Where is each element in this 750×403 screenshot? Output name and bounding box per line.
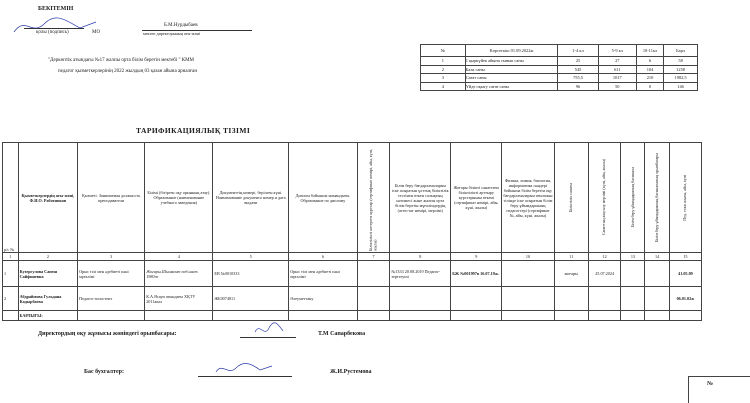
accountant-name: Ж.И.Рустемова	[330, 369, 372, 375]
cell-education: Жоғары.Шымкент пед.инст. 1980ж	[145, 261, 213, 287]
cell-position: Орыс тілі мен әдебиеті пәні мұғалімі	[78, 261, 145, 287]
header-cell: Білім беру бағдарламаларын іске асыратын ұлттық біліктілік тестінен өткен салықтың нәтижесі және жалпы орта білім беретін мұғалімдердің (аттестат нөмірі, мерзімі)	[390, 143, 451, 253]
stats-cell: 6	[636, 57, 663, 66]
stats-cell: 58	[664, 57, 698, 66]
cell-experience: 06.01.02ж	[669, 287, 701, 311]
header-cell-vertical	[588, 143, 621, 253]
column-number: 14	[645, 253, 670, 261]
cell-test: №1333 20.08.2019 Педагог-зерттеуші	[390, 261, 451, 287]
stats-cell: Сағат саны	[465, 74, 558, 83]
director-name: Б.М.Нурдыбаев	[164, 23, 198, 28]
header-cell: р/с №	[3, 143, 19, 253]
header-cell: Біліктілік санаты	[567, 182, 573, 213]
total-label: БАРЛЫҒЫ:	[18, 311, 77, 321]
stats-cell: 3	[421, 74, 466, 83]
total-cell-empty	[357, 311, 390, 321]
column-number: 11	[554, 253, 588, 261]
cell-english	[502, 287, 554, 311]
stats-cell: Бала саны	[465, 65, 558, 74]
column-number: 9	[451, 253, 502, 261]
cell-category: жоғары	[554, 261, 588, 287]
deputy-name: Т.М Сапарбекова	[318, 331, 366, 337]
cell-document: ЕВ №0010333	[213, 261, 289, 287]
column-number: 6	[289, 253, 357, 261]
column-number: 13	[621, 253, 645, 261]
stats-cell: 146	[664, 82, 698, 91]
total-cell-empty	[588, 311, 621, 321]
approval-heading: БЕКІТЕМІН	[38, 6, 74, 12]
stats-header: Көрсеткіш 01.09.2022ж	[465, 45, 558, 57]
column-number: 5	[213, 253, 289, 261]
header-cell: Білім беру ұйымдарының басшысы	[629, 167, 635, 228]
stats-table	[420, 44, 698, 91]
header-cell: Қызметкерлердің аты-жөні, Ф.И.О. Работников	[18, 143, 77, 253]
cell-index: 2	[3, 287, 19, 311]
cell-deputy	[645, 261, 670, 287]
header-cell: Пед. стаж жылы, айы, күні	[682, 174, 688, 221]
cell-diploma: Орыс тілі мен әдебиеті пәні мұғалімі	[289, 261, 357, 287]
header-cell: Жоғары білікті санаттағы біліктілікті арттыру курстарынан өткені (сертификат нөмірі, айы, күні, жылы)	[451, 143, 502, 253]
document-title: ТАРИФИКАЦИЯЛЫҚ ТІЗІМІ	[136, 126, 251, 135]
deputy-role: Директордың оқу жұмысы жөніндегі орынбасары:	[38, 331, 177, 337]
stats-header: 10-11кл	[636, 45, 663, 57]
header-cell: Санаттың аяқталу мерзімі (күні, айы, жылы)	[601, 159, 607, 236]
column-number: 12	[588, 253, 621, 261]
stats-cell: 27	[598, 57, 636, 66]
total-cell-empty	[554, 311, 588, 321]
stats-row	[421, 82, 698, 91]
cell-head	[621, 287, 645, 311]
total-cell-empty	[621, 311, 645, 321]
stats-header: №	[421, 45, 466, 57]
table-header-row	[3, 143, 702, 253]
total-cell-empty	[145, 311, 213, 321]
stats-cell: 210	[636, 74, 663, 83]
cell-experience: 41.05.09	[669, 261, 701, 287]
column-number: 3	[78, 253, 145, 261]
stats-cell: 1	[421, 57, 466, 66]
stats-header: 5-9 кл	[598, 45, 636, 57]
header-cell-vertical	[357, 143, 390, 253]
cell-certificate	[451, 287, 502, 311]
cell-position: Педагог-ассистент	[78, 287, 145, 311]
cell-deputy	[645, 287, 670, 311]
total-cell-empty	[502, 311, 554, 321]
cell-courses	[357, 287, 390, 311]
header-cell-vertical	[554, 143, 588, 253]
stats-cell: 104	[636, 65, 663, 74]
cell-category-end	[588, 287, 621, 311]
stats-row	[421, 65, 698, 74]
cell-category	[554, 287, 588, 311]
total-cell-empty	[669, 311, 701, 321]
stats-row	[421, 57, 698, 66]
accountant-signature-line	[198, 376, 292, 377]
total-cell-empty	[78, 311, 145, 321]
tarification-table	[2, 142, 702, 321]
stats-cell: 2	[421, 65, 466, 74]
header-cell-vertical	[645, 143, 670, 253]
table-row	[3, 261, 702, 287]
stats-cell: Үйде оқыту сағат саны	[465, 82, 558, 91]
header-cell: Диплом бойынша мамандығы. Образование по диплому	[289, 143, 357, 253]
column-number: 1	[3, 253, 19, 261]
accountant-role: Бас бухгалтер:	[84, 369, 124, 375]
stats-header-row	[421, 45, 698, 57]
header-cell: Білім беру ұйымдарының басшысының орынбасары	[653, 152, 659, 243]
cell-diploma: Әлеуметтану	[289, 287, 357, 311]
cell-courses	[357, 261, 390, 287]
cell-name: Кузергулова Сапеш Сайфииевна	[18, 261, 77, 287]
cell-document: ЖБ0074811	[213, 287, 289, 311]
stats-row	[421, 74, 698, 83]
mp-label: МО	[92, 30, 101, 35]
cell-index: 1	[3, 261, 19, 287]
column-number: 7	[357, 253, 390, 261]
stats-cell: 1258	[664, 65, 698, 74]
header-cell: Қызметі. Занимаемая должность преподаватели	[78, 143, 145, 253]
stats-cell: 755,5	[558, 74, 598, 83]
stats-cell: 1982,5	[664, 74, 698, 83]
stats-cell: 611	[598, 65, 636, 74]
total-cell-empty	[390, 311, 451, 321]
header-cell-vertical	[669, 143, 701, 253]
header-cell-vertical	[621, 143, 645, 253]
table-row	[3, 287, 702, 311]
cell-head	[621, 261, 645, 287]
cell-education: К.А.Ясауи атындағы ХҚТУ 2011жыл	[145, 287, 213, 311]
school-name: "Деркөптік атындағы №17 жалпы орта білім беретін мектебі " КММ	[48, 58, 194, 63]
column-number: 4	[145, 253, 213, 261]
column-number: 15	[669, 253, 701, 261]
stats-header: Барл	[664, 45, 698, 57]
total-row	[3, 311, 702, 321]
director-caption: мектеп директорының аты-жөні	[143, 31, 201, 36]
stats-cell: 25	[558, 57, 598, 66]
corner-box	[688, 376, 750, 403]
stats-cell: 1 қыркүйек айына сынып саны	[465, 57, 558, 66]
cell-certificate: БЖ №001997в 16.07.19ж.	[451, 261, 502, 287]
stats-cell: 96	[558, 82, 598, 91]
total-cell-empty	[289, 311, 357, 321]
total-cell-empty	[3, 311, 19, 321]
stats-cell: 1017	[598, 74, 636, 83]
header-cell: Білімі (бітірген оқу орынның атау). Образование (наименование учебного заведения)	[145, 143, 213, 253]
total-cell-empty	[645, 311, 670, 321]
header-cell: Біліктілікті көтерген курстар (сертификат нөмірі, айы, күні, жылы)	[367, 148, 378, 251]
column-number-row	[3, 253, 702, 261]
total-cell-empty	[213, 311, 289, 321]
stats-cell: 545	[558, 65, 598, 74]
column-number: 10	[502, 253, 554, 261]
cell-test	[390, 287, 451, 311]
column-number: 2	[18, 253, 77, 261]
stats-header: 1-4 кл	[558, 45, 598, 57]
header-cell: Физика, химия, биология, информатика пәндері бойынша білім беретін оқу бағдарламаларын ағылшын тілінде іске асыратын білім беру ұйымдарының педагогтері (сертификат №, айы, күні, жылы)	[502, 143, 554, 253]
deputy-signature	[252, 322, 286, 338]
left-caption: қолы (подпись)	[36, 30, 69, 35]
stats-cell: 4	[421, 82, 466, 91]
stats-cell: 0	[636, 82, 663, 91]
corner-mark: №	[707, 381, 714, 387]
period-line: педагог қызметкерлерінің 2022 жылдың 03 қазан айына арналған	[58, 69, 198, 74]
cell-category-end: 25.07.2024	[588, 261, 621, 287]
cell-english	[502, 261, 554, 287]
total-cell-empty	[451, 311, 502, 321]
header-cell: Документтің нөмері, берілген күні. Наименование документа номер и дата выдачи	[213, 143, 289, 253]
column-number: 8	[390, 253, 451, 261]
deputy-signature-line	[240, 337, 296, 338]
cell-name: Абдраймова Гульдана Кадырбаева	[18, 287, 77, 311]
stats-cell: 50	[598, 82, 636, 91]
